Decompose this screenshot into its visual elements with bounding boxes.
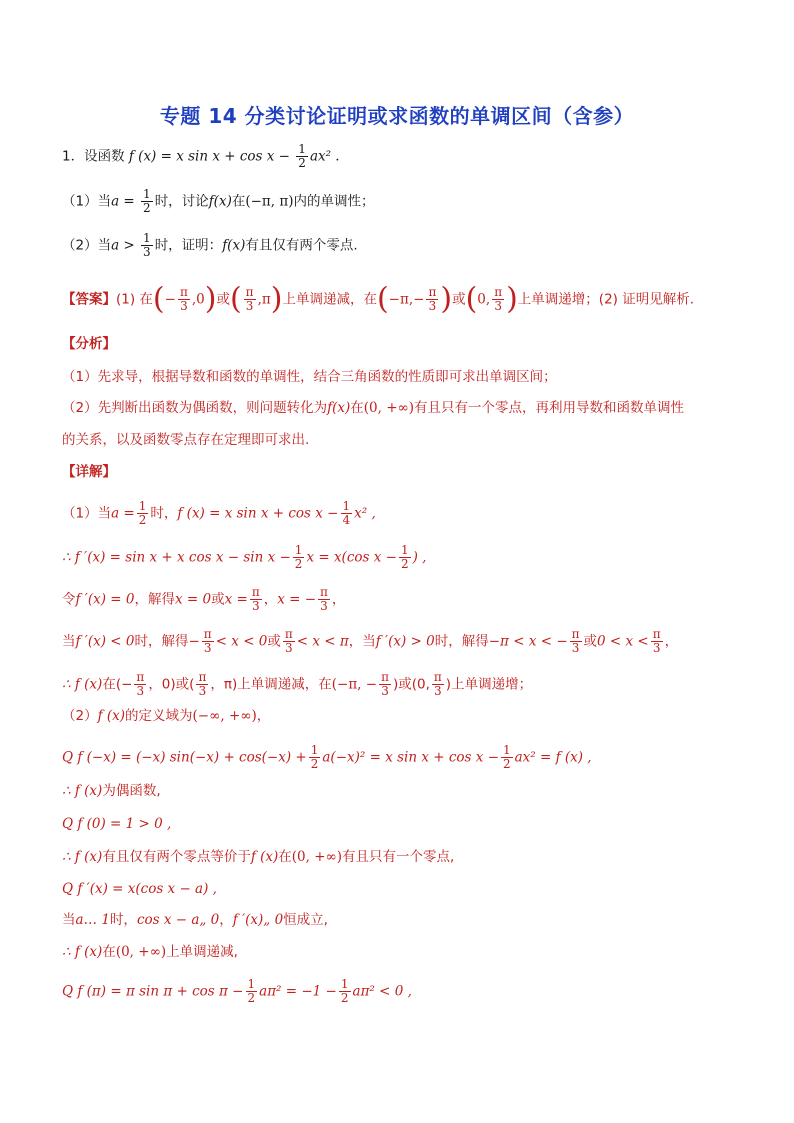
detail-line-8: ∴ f (x)为偶函数, — [62, 783, 161, 799]
detail-line-9: Q f (0) = 1 > 0 , — [62, 816, 172, 832]
detail-label: 【详解】 — [62, 464, 116, 480]
detail-line-4: 当f ′(x) < 0时，解得− $\frac{\pi}{3}$ < x < 0或 $\frac{\pi}{3}$ < x < π，当f ′(x) > 0时，解得−π < x < − $\frac{\pi}{3}$ 或0 < x < $\frac{\pi}{3}$ ， — [62, 627, 679, 655]
page-title: 专题 14 分类讨论证明或求函数的单调区间（含参） — [159, 104, 635, 128]
detail-line-5: ∴ f (x)在(− $\frac{\pi}{3}$ ，0)或( $\frac{\pi}{3}$ ，π)上单调递减，在(−π, − $\frac{\pi}{3}$ )或(0, $\frac{\pi}{3}$ )上单调递增； — [62, 670, 533, 698]
fraction: $\frac{1}{3}$ — [143, 231, 151, 259]
analysis-line-2: （2）先判断出函数为偶函数，则问题转化为f(x)在(0, +∞)有且只有一个零点，再利用导数和函数单调性 — [62, 400, 685, 416]
analysis-label: 【分析】 — [62, 336, 116, 352]
problem-line-1 — [62, 143, 742, 170]
detail-line-12: 当a… 1时，cos x − a„ 0，f ′(x)„ 0恒成立, — [62, 912, 328, 928]
fraction: $\frac{1}{2}$ — [298, 142, 306, 170]
detail-line-6: （2）f (x)的定义域为(−∞, +∞)， — [62, 708, 271, 724]
detail-line-11: Q f ′(x) = x(cos x − a) , — [62, 881, 217, 897]
detail-line-10: ∴ f (x)有且仅有两个零点等价于f (x)在(0, +∞)有且只有一个零点, — [62, 849, 455, 865]
problem-part-2: （2）当a > $\frac{1}{3}$ 时，证明：f(x)有且仅有两个零点. — [62, 231, 358, 259]
fraction: $\frac{1}{2}$ — [143, 187, 151, 215]
detail-line-3: 令f ′(x) = 0，解得x = 0或x = $\frac{\pi}{3}$ ，x = − $\frac{\pi}{3}$ ， — [62, 585, 346, 613]
detail-line-1: （1）当a = $\frac{1}{2}$ 时，f (x) = x sin x + cos x − $\frac{1}{4}$ x² , — [62, 499, 376, 527]
analysis-line-3: 的关系，以及函数零点存在定理即可求出. — [62, 432, 310, 448]
detail-line-2: ∴ f ′(x) = sin x + x cos x − sin x − $\frac{1}{2}$ x = x(cos x − $\frac{1}{2}$ ) , — [62, 543, 427, 571]
detail-line-7: Q f (−x) = (−x) sin(−x) + cos(−x) + $\frac{1}{2}$ a(−x)² = x sin x + cos x − $\frac{1}{2}$ ax² = f (x) , — [62, 743, 592, 771]
answer-line: 【答案】(1) 在(− $\frac{\pi}{3}$ ,0)或( $\frac{\pi}{3}$ ,π)上单调递减，在(−π,− $\frac{\pi}{3}$ )或(0, $\frac{\pi}{3}$ )上单调递增；(2) 证明见解析. — [62, 281, 695, 317]
detail-line-14: Q f (π) = π sin π + cos π − $\frac{1}{2}$ aπ² = −1 − $\frac{1}{2}$ aπ² < 0 , — [62, 977, 412, 1005]
detail-line-13: ∴ f (x)在(0, +∞)上单调递减, — [62, 944, 238, 960]
function-definition-end: ax² . — [309, 148, 340, 165]
answer-label: 【答案】 — [62, 291, 116, 308]
problem-intro: 1．设函数 — [62, 148, 125, 165]
problem-part-1: （1）当a = $\frac{1}{2}$ 时，讨论f(x)在(−π, π)内的单调性； — [62, 187, 375, 215]
function-definition: f (x) = x sin x + cos x − — [128, 148, 290, 165]
analysis-line-1: （1）先求导，根据导数和函数的单调性，结合三角函数的性质即可求出单调区间； — [62, 369, 557, 385]
